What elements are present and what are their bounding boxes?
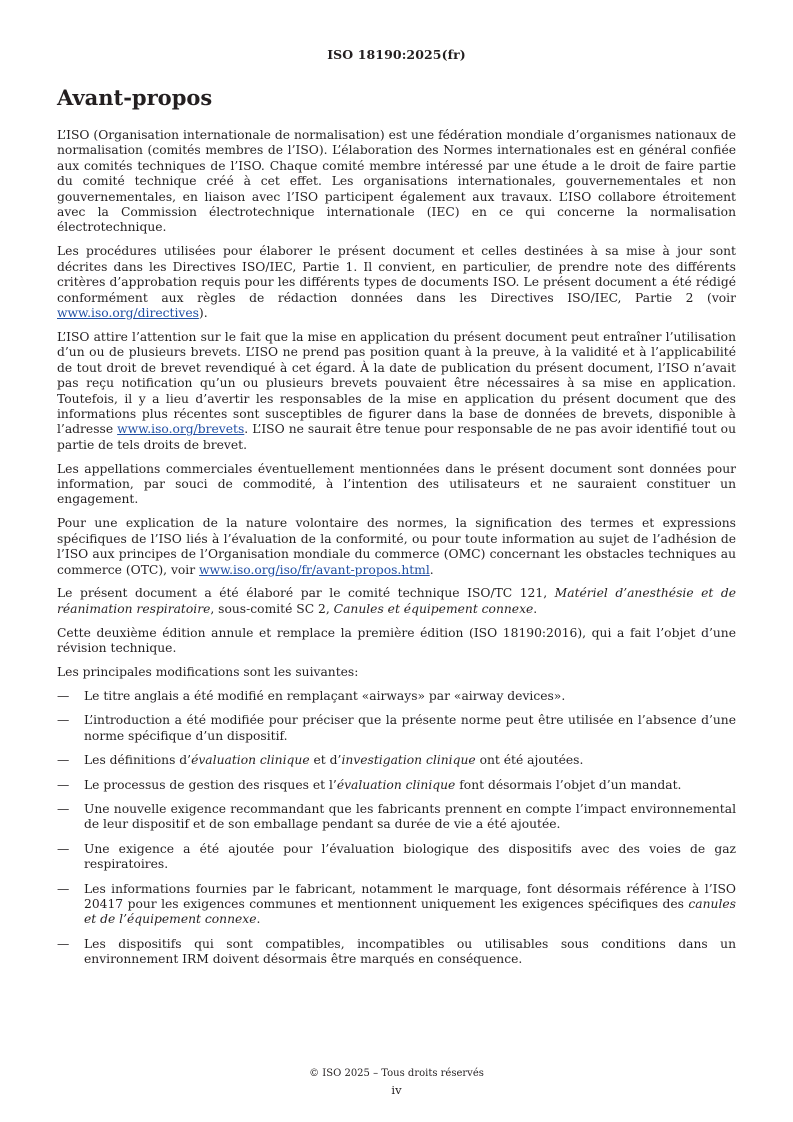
dash-bullet: —: [57, 936, 70, 951]
list-item-text: .: [256, 912, 261, 927]
paragraph-trade-names: Les appellations commerciales éventuellement mentionnées dans le présent document sont données pour information, par souci de commodité, à l’intention des utilisateurs et ne sauraient constituer un engagement.: [57, 461, 736, 507]
term-italic: évaluation clinique: [336, 777, 456, 792]
list-item-text: Les dispositifs qui sont compatibles, incompatibles ou utilisables sous conditions dans un environnement IRM doivent désormais être marqués en conséquence.: [84, 936, 736, 967]
paragraph-text: Le présent document a été élaboré par le comité technique ISO/TC 121,: [57, 586, 555, 601]
list-item-text: ont été ajoutées.: [475, 753, 584, 768]
list-item: [57, 842, 736, 873]
paragraph-edition: Cette deuxième édition annule et remplace la première édition (ISO 18190:2016), qui a fait l’objet d’une révision technique.: [57, 625, 736, 656]
paragraph-patents: [57, 330, 736, 453]
list-item: [57, 937, 736, 968]
paragraph-iso-description: L’ISO (Organisation internationale de normalisation) est une fédération mondiale d’organismes nationaux de normalisation (comités membres de l’ISO). L’élaboration des Normes internationales est en général confiée aux comités techniques de l’ISO. Chaque comité membre intéressé par une étude a le droit de faire partie du comité technique créé à cet effet. Les organisations internationales, gouvernementales et non gouvernementales, en liaison avec l’ISO participent également aux travaux. L’ISO collabore étroitement avec la Commission électrotechnique internationale (IEC) en ce qui concerne la normalisation électrotechnique.: [57, 128, 736, 235]
dash-bullet: —: [57, 841, 70, 856]
paragraph-changes-intro: Les principales modifications sont les suivantes:: [57, 665, 359, 680]
list-item: [57, 713, 736, 744]
foreword-body: [57, 128, 736, 977]
list-item-text: Les informations fournies par le fabricant, notamment le marquage, font désormais référence à l’ISO 20417 pour les exigences communes et mentionnent uniquement les exigences spécifiques des: [84, 881, 736, 912]
paragraph-text: . L’ISO ne saurait être tenue pour responsable de ne pas avoir identifié tout ou partie de tels droits de brevet.: [57, 422, 736, 452]
dash-bullet: —: [57, 753, 70, 768]
copyright-notice: © ISO 2025 – Tous droits réservés: [309, 1068, 484, 1079]
dash-bullet: —: [57, 777, 70, 792]
paragraph-text: .: [533, 601, 538, 616]
list-item: [57, 753, 736, 768]
list-item-text: et d’: [309, 753, 342, 768]
subcommittee-title: Canules et équipement connexe: [333, 601, 534, 616]
paragraph-committee: [57, 586, 736, 617]
patents-link[interactable]: www.iso.org/brevets: [117, 422, 245, 437]
paragraph-text: .: [429, 562, 434, 577]
list-item: [57, 802, 736, 833]
paragraph-voluntary-nature: [57, 516, 736, 578]
term-italic: évaluation clinique: [191, 753, 310, 768]
list-item: [57, 689, 736, 704]
dash-bullet: —: [57, 713, 70, 728]
paragraph-text: ).: [198, 305, 208, 320]
paragraph-text: Pour une explication de la nature volontaire des normes, la signification des termes et expressions spécifiques de l’ISO liés à l’évaluation de la conformité, ou pour toute information au sujet de l’adhésion de l’ISO aux principes de l’Organisation mondiale du commerce (OMC) concernant les obstacles techniques au commerce (OTC), voir: [57, 516, 736, 577]
changes-list: [57, 689, 736, 968]
dash-bullet: —: [57, 881, 70, 896]
page-number: iv: [391, 1083, 402, 1097]
dash-bullet: —: [57, 689, 70, 703]
committee-title: Matériel d’anesthésie et de réanimation respiratoire: [57, 586, 736, 616]
list-item-text: Une exigence a été ajoutée pour l’évaluation biologique des dispositifs avec des voies de gaz respiratoires.: [84, 841, 736, 872]
term-italic: canules et de l’équipement connexe: [84, 897, 736, 927]
list-item: [57, 882, 736, 928]
paragraph-text: , sous-comité SC 2,: [210, 601, 334, 616]
term-italic: investigation clinique: [341, 753, 476, 768]
list-item-text: Les définitions d’: [84, 753, 192, 768]
list-item-text: L’introduction a été modifiée pour préciser que la présente norme peut être utilisée en l’absence d’une norme spécifique d’un dispositif.: [84, 713, 736, 743]
page-footer: [0, 1068, 793, 1096]
list-item: [57, 778, 736, 793]
list-item-text: Le processus de gestion des risques et l’: [84, 777, 337, 792]
paragraph-text: L’ISO attire l’attention sur le fait que la mise en application du présent document peut entraîner l’utilisation d’un ou de plusieurs brevets. L’ISO ne prend pas position quant à la preuve, à la validité et à l’applicabilité de tout droit de brevet revendiqué à cet égard. À la date de publication du présent document, l’ISO n’avait pas reçu notification qu’un ou plusieurs brevets pouvaient être nécessaires à sa mise en application. Toutefois, il y a lieu d’avertir les responsables de la mise en application du présent document que des informations plus récentes sont susceptibles de figurer dans la base de données de brevets, disponible à l’adresse: [57, 329, 736, 437]
list-item-text: Une nouvelle exigence recommandant que les fabricants prennent en compte l’impact environnemental de leur dispositif et de son emballage pendant sa durée de vie a été ajoutée.: [84, 802, 736, 832]
directives-link[interactable]: www.iso.org/directives: [57, 305, 199, 320]
paragraph-procedures: [57, 244, 736, 321]
dash-bullet: —: [57, 802, 70, 817]
document-header: ISO 18190:2025(fr): [327, 47, 466, 62]
foreword-info-link[interactable]: www.iso.org/iso/fr/avant-propos.html: [199, 562, 430, 577]
list-item-text: font désormais l’objet d’un mandat.: [455, 777, 682, 792]
paragraph-text: Les procédures utilisées pour élaborer le présent document et celles destinées à sa mise à jour sont décrites dans les Directives ISO/IEC, Partie 1. Il convient, en particulier, de prendre note des différents critères d’approbation requis pour les différents types de documents ISO. Le présent document a été rédigé conformément aux règles de rédaction données dans les Directives ISO/IEC, Partie 2 (voir: [57, 244, 736, 305]
list-item-text: Le titre anglais a été modifié en remplaçant «airways» par «airway devices».: [84, 689, 566, 703]
page-title: Avant-propos: [57, 85, 213, 110]
